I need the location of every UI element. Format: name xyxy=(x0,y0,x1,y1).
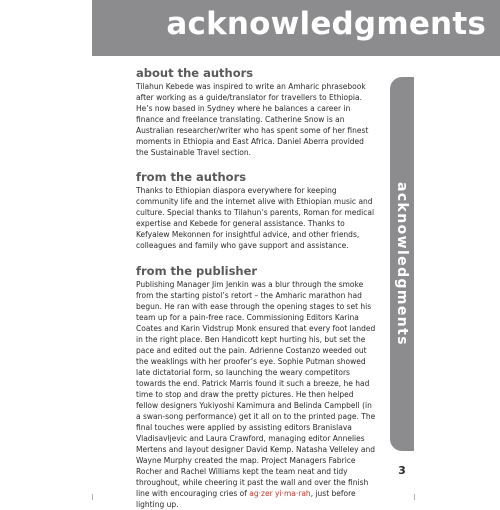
header-band xyxy=(92,0,500,56)
crop-mark xyxy=(92,494,93,500)
section-body-end: , just before lighting up. xyxy=(136,489,356,509)
section-body xyxy=(136,279,378,510)
side-tab-label: acknowledgments xyxy=(394,182,410,346)
section-heading: from the publisher xyxy=(136,264,258,278)
section-from-authors xyxy=(136,170,378,251)
section-body-text: Publishing Manager Jim Jenkin was a blur through the smoke from the starting pistol’s retort – the Amharic marathon had begun. He ran with ease through the opening stages to set his team up for a pain-free race. Commissioning Editors Karina Coates and Karin Vidstrup Monk ensured that every foot landed in the right place. Ben Handicott kept hurting his, but set the pace and edited out the pain. Adrienne Costanzo weeded out the weaklings with her proofer’s eye. Sophie Putman showed late dictatorial form, so launching the weary competitors towards the end. Patrick Marris found it such a breeze, he had time to stop and draw the pretty pictures. He then helped fellow designers Yukiyoshi Kamimura and Belinda Campbell (in a swan-song performance) get it all on to the printed page. The final touches were applied by assisting editors Branislava Vladisavljevic and Laura Crawford, managing editor Annelies Mertens and layout designer David Kemp. Natasha Velleley and Wayne Murphy created the map. Project Managers Fabrice Rocher and Rachel Williams kept the team neat and tidy throughout, while cheering it past the wall and over the finish line with encouraging cries of xyxy=(136,280,376,498)
page-number: 3 xyxy=(398,464,406,477)
section-body: Tilahun Kebede was inspired to write an Amharic phrasebook after working as a guide/translator for travellers to Ethiopia. He’s now based in Sydney where he balances a career in finance and freelance translating. Catherine Snow is an Australian researcher/writer who has spent some of her finest moments in Ethiopia and East Africa. Daniel Aberra provided the Sustainable Travel section. xyxy=(136,82,369,157)
crop-mark xyxy=(414,494,415,500)
side-tab xyxy=(390,77,414,451)
section-about-authors xyxy=(136,66,378,158)
page-title: acknowledgments xyxy=(166,6,486,42)
section-body: Thanks to Ethiopian diaspora everywhere for keeping community life and the internet alive with Ethiopian music and culture. Special thanks to Tilahun’s parents, Roman for medical expertise and Kebede for general assistance. Thanks to Kefyalew Mekonnen for insightful advice, and other friends, colleagues and family who gave support and assistance. xyxy=(136,186,375,250)
section-from-publisher xyxy=(136,264,378,510)
content-column xyxy=(136,66,378,510)
amharic-phrase: ag·zer yi·ma·rah xyxy=(249,489,311,498)
section-heading: from the authors xyxy=(136,170,247,184)
section-heading: about the authors xyxy=(136,66,254,80)
